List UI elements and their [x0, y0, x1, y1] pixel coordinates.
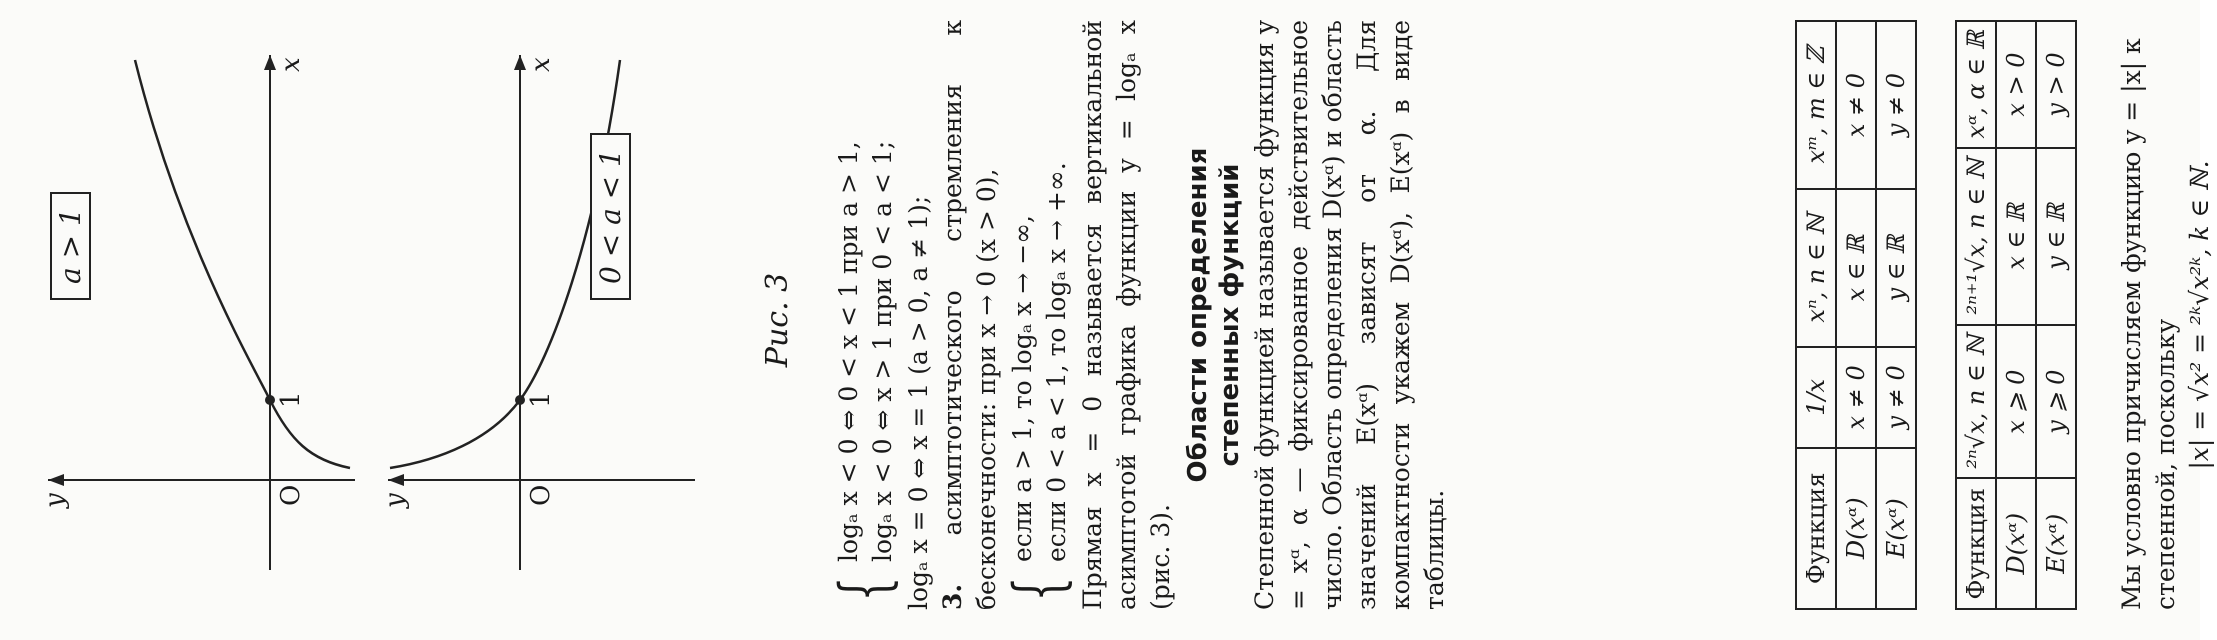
sign-case-2: logₐ x < 0 ⇔ x > 1 при 0 < a < 1;	[868, 140, 897, 562]
row-label: E(xᵅ)	[2036, 478, 2076, 609]
closing-formula: |x| = √x² = ²ᵏ√x²ᵏ, k ∈ ℕ.	[2185, 160, 2214, 470]
main-text	[826, 20, 1452, 610]
y-axis-label: y	[40, 493, 70, 508]
table-cell: x > 0	[1996, 21, 2036, 148]
y-axis-arrow	[48, 474, 64, 486]
domain-table-2	[1955, 20, 2077, 610]
row-label: E(xᵅ)	[1876, 448, 1916, 609]
table-header-cell: Функция	[1796, 448, 1836, 609]
table-header-row	[1956, 21, 1996, 609]
y-axis-label: y	[380, 493, 410, 508]
table-header-cell: xᵅ, α ∈ ℝ	[1956, 21, 1996, 148]
table-cell: y ≠ 0	[1876, 21, 1916, 189]
table-cell: y ⩾ 0	[2036, 325, 2076, 479]
row-label: D(xᵅ)	[1996, 478, 2036, 609]
closing-line: Мы условно причисляем функцию y = |x| к степенной, поскольку	[2117, 38, 2180, 610]
log-curve	[390, 60, 620, 468]
y-axis-arrow	[388, 474, 404, 486]
origin-label: O	[526, 484, 556, 506]
table-header-cell: xᵐ, m ∈ ℤ	[1796, 21, 1836, 189]
domain-table-1	[1795, 20, 1917, 610]
table-header-cell: 1/x	[1796, 347, 1836, 447]
graph-a-greater-1	[40, 40, 360, 600]
figure-caption: Рис. 3	[760, 272, 795, 368]
graph-a-between-0-1-svg	[380, 40, 700, 600]
one-label: 1	[276, 391, 306, 408]
table-header-row	[1796, 21, 1836, 609]
sign-case-lines	[832, 141, 900, 562]
row-label: D(xᵅ)	[1836, 448, 1876, 609]
x-axis-label: x	[526, 57, 556, 72]
table-cell: y > 0	[2036, 21, 2076, 148]
x-axis-arrow	[514, 55, 526, 70]
point-one	[515, 395, 525, 405]
left-brace: {	[1000, 576, 1077, 602]
point-one	[265, 395, 275, 405]
table-cell: x ∈ ℝ	[1836, 189, 1876, 347]
table-row	[1996, 21, 2036, 609]
table-cell: y ∈ ℝ	[2036, 148, 2076, 325]
zero-condition: logₐ x = 0 ⇔ x = 1 (a > 0, a ≠ 1);	[904, 195, 933, 610]
limit-cases	[1000, 20, 1077, 610]
limit-case-1: если a > 1, то logₐ x → −∞,	[1008, 215, 1037, 562]
sign-case-1: logₐ x < 0 ⇔ 0 < x < 1 при a > 1,	[834, 141, 863, 562]
left-brace: {	[826, 576, 903, 602]
sign-cases	[826, 20, 903, 610]
table-cell: x ∈ ℝ	[1996, 148, 2036, 325]
table-header-cell: xⁿ, n ∈ ℕ	[1796, 189, 1836, 347]
table-cell: x ≠ 0	[1836, 21, 1876, 189]
limit-case-lines	[1006, 162, 1074, 562]
log-curve	[135, 60, 350, 468]
table-header-cell: Функция	[1956, 478, 1996, 609]
item-3	[936, 20, 1004, 610]
table-row	[1836, 21, 1876, 609]
closing-paragraph	[2115, 20, 2217, 610]
table-header-cell: ²ⁿ⁺¹√x, n ∈ ℕ	[1956, 148, 1996, 325]
graph-a-between-0-1	[380, 40, 700, 600]
section-heading-line-2: степенных функций	[1215, 163, 1245, 467]
asymptote-paragraph: Прямая x = 0 называется вертикальной асимптотой графика функции y = logₐ x (рис. 3).	[1078, 20, 1175, 610]
intro-paragraph: Степенной функцией называется функция y = xᵅ, α — фиксированное действительное число. Область определения D(xᵅ) и область значений E(xᵅ) зависят от α. Для компактности укажем D(xᵅ), E(xᵅ) в виде таблицы.	[1250, 20, 1449, 610]
table-row	[2036, 21, 2076, 609]
condition-box: 0 < a < 1	[590, 133, 631, 300]
condition-box: a > 1	[50, 192, 91, 300]
section-heading	[1182, 20, 1246, 610]
table-cell: x ≠ 0	[1836, 347, 1876, 447]
item-3-number: 3.	[938, 583, 967, 610]
table-row	[1876, 21, 1916, 609]
limit-case-2: если 0 < a < 1, то logₐ x → +∞.	[1042, 162, 1071, 562]
x-axis-arrow	[264, 55, 276, 70]
section-heading-line-1: Области определения	[1183, 147, 1213, 483]
one-label: 1	[526, 391, 556, 408]
table-cell: x ⩾ 0	[1996, 325, 2036, 479]
table-cell: y ∈ ℝ	[1876, 189, 1916, 347]
table-cell: y ≠ 0	[1876, 347, 1916, 447]
origin-label: O	[276, 484, 306, 506]
x-axis-label: x	[276, 57, 306, 72]
graph-a-greater-1-svg	[40, 40, 360, 600]
item-3-text: асимптотического стремления к бесконечности: при x → 0 (x > 0),	[938, 20, 1001, 610]
table-header-cell: ²ⁿ√x, n ∈ ℕ	[1956, 325, 1996, 479]
